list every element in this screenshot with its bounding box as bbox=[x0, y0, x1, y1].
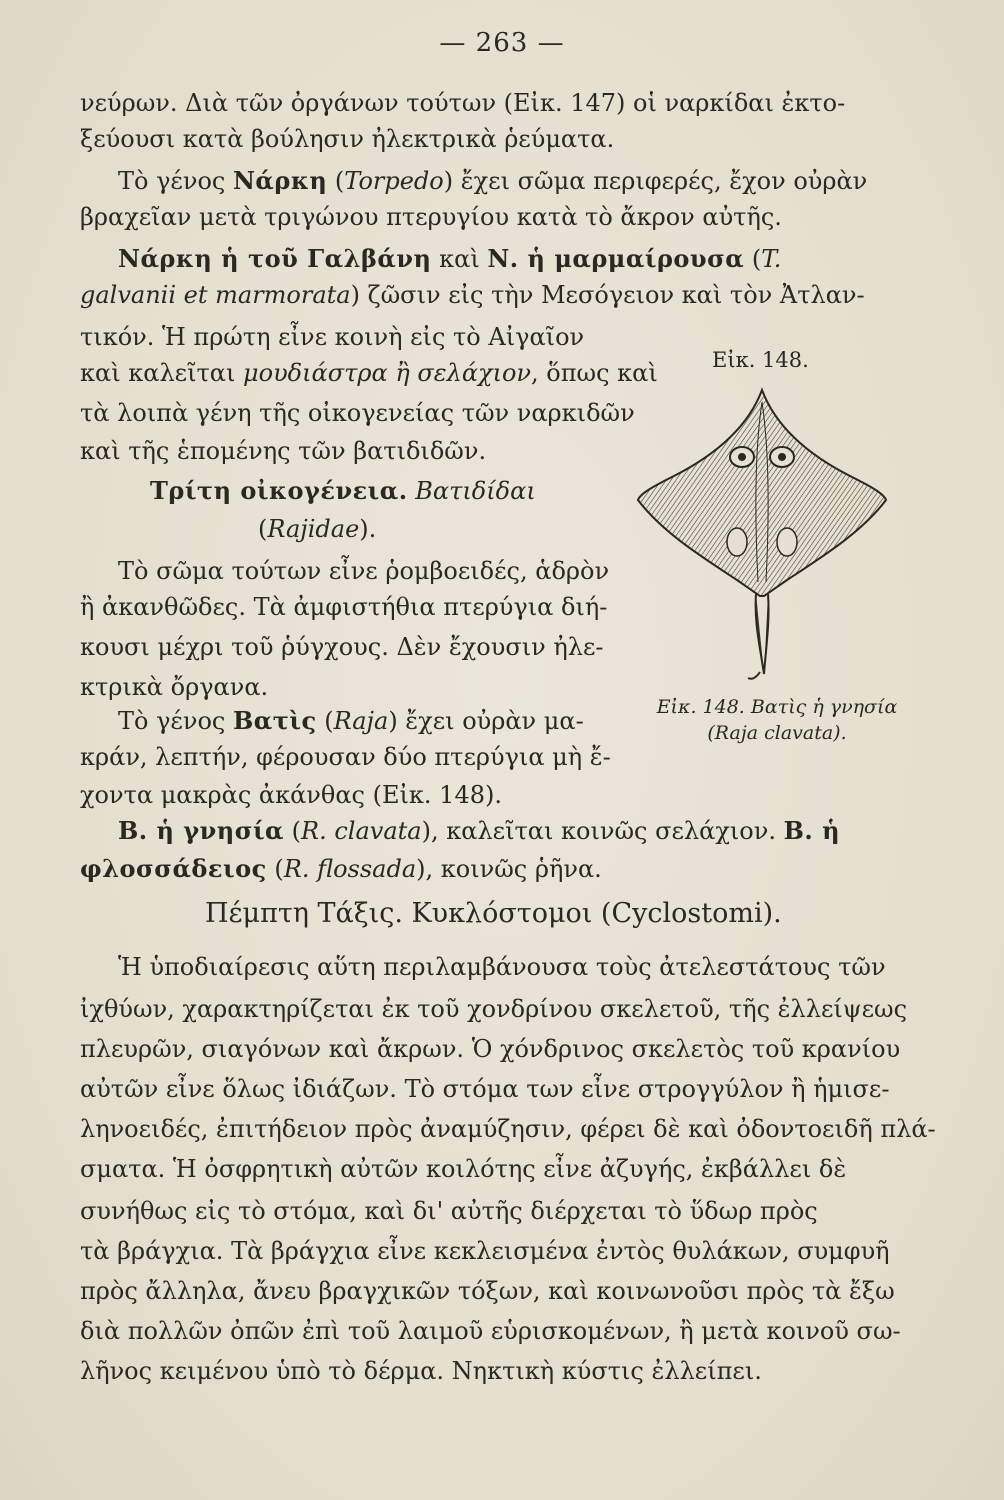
text-line bbox=[80, 280, 865, 310]
text-line bbox=[80, 398, 635, 428]
genus-name-bold: Νάρκη bbox=[232, 166, 328, 195]
figure-caption bbox=[652, 694, 902, 746]
species-name-bold: Β. ἡ γνησία bbox=[118, 816, 285, 845]
text-run: Τὸ γένος bbox=[118, 707, 233, 735]
text-run: τικόν. Ἡ πρώτη εἶνε κοινὴ εἰς τὸ Αἰγαῖον bbox=[80, 323, 585, 351]
species-name-bold: Νάρκη ἡ τοῦ Γαλβάνη bbox=[118, 244, 432, 273]
text-run: ( bbox=[744, 245, 762, 273]
text-run: νεύρων. Διὰ τῶν ὀργάνων τούτων (Εἰκ. 147) οἱ ναρκίδαι ἐκτο- bbox=[80, 89, 846, 117]
text-line bbox=[80, 322, 584, 352]
species-name-bold: Β. ἡ bbox=[783, 816, 841, 845]
text-line bbox=[80, 358, 658, 388]
family-heading bbox=[150, 476, 536, 506]
text-run: Τὸ σῶμα τούτων εἶνε ῥομβοειδές, ἁδρὸν bbox=[118, 557, 610, 585]
text-line: διὰ πολλῶν ὀπῶν ἐπὶ τοῦ λαιμοῦ εὑρισκομένων, ἢ μετὰ κοινοῦ σω- bbox=[80, 1317, 901, 1345]
text-run: ), κοινῶς ῥῆνα. bbox=[416, 855, 602, 883]
text-run: , ὅπως καὶ bbox=[531, 359, 658, 387]
text-run: καὶ bbox=[431, 245, 488, 273]
text-line bbox=[80, 742, 611, 772]
text-run: ) ἔχει οὐρὰν μα- bbox=[388, 707, 584, 735]
genus-name-bold: Βατὶς bbox=[232, 706, 317, 735]
species-name-bold: φλοσσάδειος bbox=[80, 854, 267, 883]
family-title: Τρίτη οἰκογένεια. bbox=[150, 476, 408, 505]
ray-fish-illustration bbox=[632, 382, 892, 682]
text-line: ἰχθύων, χαρακτηρίζεται ἐκ τοῦ χονδρίνου σκελετοῦ, τῆς ἐλλείψεως bbox=[80, 995, 908, 1023]
text-run: χοντα μακρὰς ἀκάνθας (Εἰκ. 148). bbox=[80, 781, 502, 809]
text-line bbox=[118, 244, 781, 274]
latin-name: galvanii et marmorata bbox=[80, 281, 351, 309]
text-run: καὶ τῆς ἑπομένης τῶν βατιδιδῶν. bbox=[80, 437, 487, 465]
text-line: σματα. Ἡ ὀσφρητικὴ αὐτῶν κοιλότης εἶνε ἀζυγής, ἐκβάλλει δὲ bbox=[80, 1155, 847, 1183]
text-run: ( bbox=[284, 817, 302, 845]
chapter-heading: Πέμπτη Τάξις. Κυκλόστομοι (Cyclostomi). bbox=[205, 898, 782, 929]
text-line: συνήθως εἰς τὸ στόμα, καὶ δι' αὐτῆς διέρχεται τὸ ὕδωρ πρὸς bbox=[80, 1197, 818, 1225]
text-line bbox=[80, 632, 604, 662]
text-line bbox=[80, 854, 602, 884]
family-latin-name: Rajidae bbox=[267, 515, 360, 543]
text-line bbox=[80, 202, 782, 232]
text-run: κουσι μέχρι τοῦ ῥύγχους. Δὲν ἔχουσιν ἠλε- bbox=[80, 633, 604, 661]
text-run: ) ἔχει σῶμα περιφερές, ἔχον οὐρὰν bbox=[443, 167, 868, 195]
common-name: μουδιάστρα ἢ σελάχιον bbox=[243, 359, 532, 387]
text-line bbox=[80, 88, 845, 118]
text-line: τὰ βράγχια. Τὰ βράγχια εἶνε κεκλεισμένα ἐντὸς θυλάκων, συμφυῆ bbox=[80, 1237, 890, 1265]
text-line bbox=[80, 672, 268, 702]
text-line bbox=[118, 166, 867, 196]
text-line: πλευρῶν, σιαγόνων καὶ ἄκρων. Ὁ χόνδρινος σκελετὸς τοῦ κρανίου bbox=[80, 1035, 901, 1063]
figure-label: Εἰκ. 148. bbox=[712, 348, 809, 372]
caption-line: (Raja clavata). bbox=[707, 722, 847, 744]
text-run: τὰ λοιπὰ γένη τῆς οἰκογενείας τῶν ναρκιδῶν bbox=[80, 399, 635, 427]
latin-name: Raja bbox=[333, 707, 389, 735]
text-run: βραχεῖαν μετὰ τριγώνου πτερυγίου κατὰ τὸ ἄκρον αὐτῆς. bbox=[80, 203, 782, 231]
text-line bbox=[80, 124, 614, 154]
latin-name: R. clavata bbox=[301, 817, 422, 845]
text-run: ( bbox=[327, 167, 345, 195]
text-run: ( bbox=[266, 855, 284, 883]
page-number: — 263 — bbox=[439, 28, 565, 58]
text-line bbox=[80, 436, 486, 466]
caption-line: Εἰκ. 148. Βατὶς ἡ γνησία bbox=[656, 696, 898, 718]
text-run: ), καλεῖται κοινῶς σελάχιον. bbox=[421, 817, 784, 845]
text-run: ξεύουσι κατὰ βούλησιν ἠλεκτρικὰ ῥεύματα. bbox=[80, 125, 615, 153]
text-line bbox=[118, 556, 609, 586]
text-run: ἢ ἀκανθῶδες. Τὰ ἀμφιστήθια πτερύγια διή- bbox=[80, 593, 608, 621]
latin-name: R. flossada bbox=[283, 855, 417, 883]
text-run: ( bbox=[316, 707, 334, 735]
species-name-bold: Ν. ἡ μαρμαίρουσα bbox=[487, 244, 745, 273]
latin-name: Torpedo bbox=[344, 167, 444, 195]
text-line: αὐτῶν εἶνε ὅλως ἰδιάζων. Τὸ στόμα των εἶνε στρογγύλον ἢ ἡμισε- bbox=[80, 1075, 890, 1103]
text-line: ληνοειδές, ἐπιτήδειον πρὸς ἀναμύζησιν, φέρει δὲ καὶ ὀδοντοειδῆ πλά- bbox=[80, 1115, 936, 1143]
text-line bbox=[80, 780, 502, 810]
text-run: κράν, λεπτήν, φέρουσαν δύο πτερύγια μὴ ἔ- bbox=[80, 743, 611, 771]
text-line bbox=[118, 816, 840, 846]
text-run: ) ζῶσιν εἰς τὴν Μεσόγειον καὶ τὸν Ἀτλαν- bbox=[350, 281, 865, 309]
text-run: κτρικὰ ὄργανα. bbox=[80, 673, 269, 701]
text-line: Ἡ ὑποδιαίρεσις αὕτη περιλαμβάνουσα τοὺς ἀτελεστάτους τῶν bbox=[118, 953, 886, 981]
latin-name: T. bbox=[761, 245, 782, 273]
text-line bbox=[80, 592, 607, 622]
text-run: Τὸ γένος bbox=[118, 167, 233, 195]
family-name: Βατιδίδαι bbox=[415, 477, 536, 505]
family-latin: (Rajidae). bbox=[258, 515, 377, 543]
text-line: λῆνος κειμένου ὑπὸ τὸ δέρμα. Νηκτικὴ κύστις ἐλλείπει. bbox=[80, 1357, 762, 1385]
text-run: καὶ καλεῖται bbox=[80, 359, 244, 387]
text-line: πρὸς ἄλληλα, ἄνευ βραγχικῶν τόξων, καὶ κοινωνοῦσι πρὸς τὰ ἔξω bbox=[80, 1277, 895, 1305]
text-line bbox=[118, 706, 584, 736]
